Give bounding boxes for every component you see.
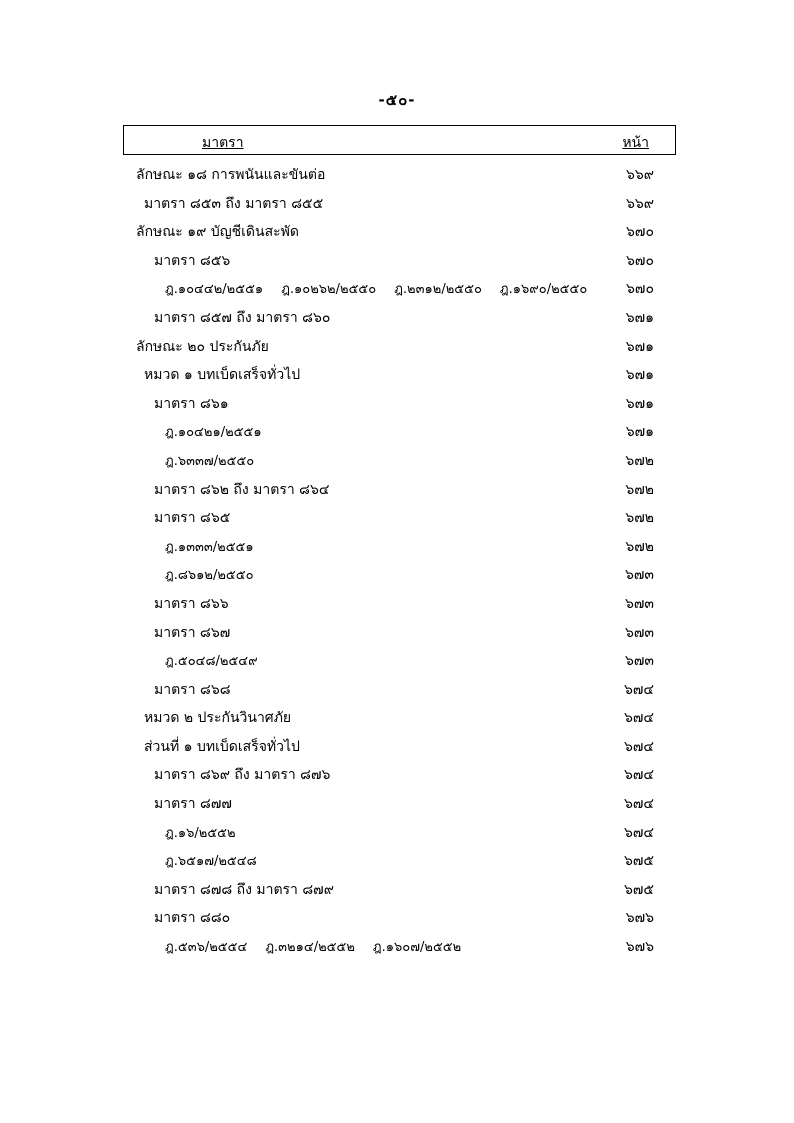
toc-entry-title: ส่วนที่ ๑ บทเบ็ดเสร็จทั่วไป <box>144 738 300 755</box>
toc-entry-page: ๖๗๓ <box>625 595 654 612</box>
toc-entry-page: ๖๗๕ <box>623 881 654 898</box>
table-of-contents <box>0 160 794 961</box>
toc-entry-page: ๖๗๓ <box>625 624 654 641</box>
toc-entry <box>0 589 794 618</box>
toc-entry-page: ๖๗๒ <box>625 538 654 555</box>
toc-entry-title: มาตรา ๘๖๑ <box>154 395 229 412</box>
toc-entry-title: ลักษณะ ๑๙ บัญชีเดินสะพัด <box>136 224 299 241</box>
toc-entry-page: ๖๗๔ <box>623 767 654 784</box>
case-reference: ฎ.๑๖๙๐/๒๕๕๐ <box>499 282 588 298</box>
toc-entry-title: มาตรา ๘๕๗ ถึง มาตรา ๘๖๐ <box>154 309 331 326</box>
toc-entry-title: มาตรา ๘๖๒ ถึง มาตรา ๘๖๔ <box>154 481 330 498</box>
toc-header <box>123 125 676 155</box>
toc-entry-title: ฎ.๑๖/๒๕๕๒ <box>165 825 236 841</box>
toc-entry-page: ๖๗๑ <box>625 367 654 384</box>
toc-entry-title: ฎ.๑๐๔๒๑/๒๕๕๑ <box>165 425 262 441</box>
toc-entry <box>0 332 794 361</box>
toc-entry-title: มาตรา ๘๕๖ <box>154 252 231 269</box>
case-reference: ฎ.๒๓๑๒/๒๕๕๐ <box>394 282 482 298</box>
toc-entry-page: ๖๗๕ <box>623 853 654 870</box>
toc-entry-page: ๖๗๒ <box>625 510 654 527</box>
toc-entry <box>0 846 794 875</box>
toc-entry-page: ๖๗๔ <box>623 824 654 841</box>
toc-entry-page: ๖๗๒ <box>625 481 654 498</box>
toc-entry <box>0 217 794 246</box>
toc-entry-page: ๖๗๐ <box>626 281 654 298</box>
toc-entry-title: ฎ.๑๓๓๓/๒๕๕๑ <box>165 539 254 555</box>
toc-entry-page: ๖๗๐ <box>626 224 654 241</box>
toc-entry-page: ๖๗๑ <box>625 424 654 441</box>
toc-entry <box>0 675 794 704</box>
toc-entry-title: หมวด ๒ ประกันวินาศภัย <box>144 710 292 727</box>
toc-entry-title: หมวด ๑ บทเบ็ดเสร็จทั่วไป <box>144 367 301 384</box>
case-reference: ฎ.๓๒๑๔/๒๕๕๒ <box>265 940 355 956</box>
toc-entry <box>0 417 794 446</box>
toc-entry <box>0 560 794 589</box>
toc-entry <box>0 446 794 475</box>
toc-entry-page: ๖๖๙ <box>625 195 654 212</box>
toc-entry-title: มาตรา ๘๖๖ <box>154 595 229 612</box>
toc-entry-title: มาตรา ๘๖๗ <box>154 624 231 641</box>
toc-entry <box>0 475 794 504</box>
toc-entry-page: ๖๗๔ <box>623 796 654 813</box>
toc-entry <box>0 160 794 189</box>
toc-entry-page: ๖๗๔ <box>623 738 654 755</box>
toc-entry-title: มาตรา ๘๕๓ ถึง มาตรา ๘๕๕ <box>144 195 324 212</box>
toc-entry-title: มาตรา ๘๗๗ <box>154 796 232 813</box>
toc-entry-page: ๖๗๔ <box>623 710 654 727</box>
toc-entry <box>0 303 794 332</box>
toc-entry <box>0 274 794 303</box>
toc-entry <box>0 932 794 961</box>
toc-entry-title: ฎ.๖๓๓๗/๒๕๕๐ <box>165 453 255 469</box>
toc-entry-title: ลักษณะ ๒๐ ประกันภัย <box>136 338 269 355</box>
toc-entry-page: ๖๖๙ <box>625 167 654 183</box>
toc-entry-page: ๖๗๓ <box>625 567 654 584</box>
toc-entry <box>0 732 794 761</box>
toc-entry <box>0 246 794 275</box>
page-column-header: หน้า <box>622 135 649 151</box>
case-reference: ฎ.๑๐๔๔๒/๒๕๕๑ <box>165 282 264 298</box>
toc-entry-page: ๖๗๑ <box>625 338 654 355</box>
toc-entry-page: ๖๗๔ <box>623 681 654 698</box>
toc-entry-title: ฎ.๘๖๑๒/๒๕๕๐ <box>165 568 254 584</box>
toc-entry <box>0 360 794 389</box>
toc-entry-page: ๖๗๑ <box>625 309 654 326</box>
toc-entry <box>0 503 794 532</box>
toc-entry-page: ๖๗๑ <box>625 395 654 412</box>
toc-entry <box>0 818 794 847</box>
section-column-header: มาตรา <box>202 135 244 151</box>
toc-entry-page: ๖๗๐ <box>626 252 654 269</box>
toc-entry <box>0 189 794 218</box>
toc-entry <box>0 903 794 932</box>
toc-entry <box>0 532 794 561</box>
case-reference: ฎ.๑๖๐๗/๒๕๕๒ <box>372 940 462 956</box>
toc-entry <box>0 646 794 675</box>
toc-entry-title: ฎ.๖๕๑๗/๒๕๔๘ <box>165 854 257 870</box>
page-number: -๕๐- <box>378 91 416 109</box>
toc-entry <box>0 875 794 904</box>
case-reference-group <box>165 936 461 957</box>
toc-entry-title: มาตรา ๘๖๙ ถึง มาตรา ๘๗๖ <box>154 767 331 784</box>
toc-entry <box>0 618 794 647</box>
toc-entry-title: มาตรา ๘๖๘ <box>154 681 231 698</box>
toc-entry-page: ๖๗๖ <box>625 910 654 927</box>
toc-entry-page: ๖๗๒ <box>625 452 654 469</box>
toc-entry <box>0 789 794 818</box>
toc-entry <box>0 703 794 732</box>
case-reference: ฎ.๕๓๖/๒๕๕๔ <box>165 940 248 956</box>
case-reference-group <box>165 278 587 299</box>
toc-entry-page: ๖๗๖ <box>625 939 654 956</box>
toc-entry-title: ลักษณะ ๑๘ การพนันและขันต่อ <box>136 167 326 183</box>
toc-entry-title: ฎ.๕๐๔๘/๒๕๔๙ <box>165 654 258 670</box>
toc-entry-page: ๖๗๓ <box>625 653 654 670</box>
case-reference: ฎ.๑๐๒๖๒/๒๕๕๐ <box>281 282 377 298</box>
toc-entry <box>0 760 794 789</box>
toc-entry-title: มาตรา ๘๗๘ ถึง มาตรา ๘๗๙ <box>154 881 334 898</box>
toc-entry-title: มาตรา ๘๖๕ <box>154 510 231 527</box>
toc-entry-title: มาตรา ๘๘๐ <box>154 910 231 927</box>
toc-entry <box>0 389 794 418</box>
